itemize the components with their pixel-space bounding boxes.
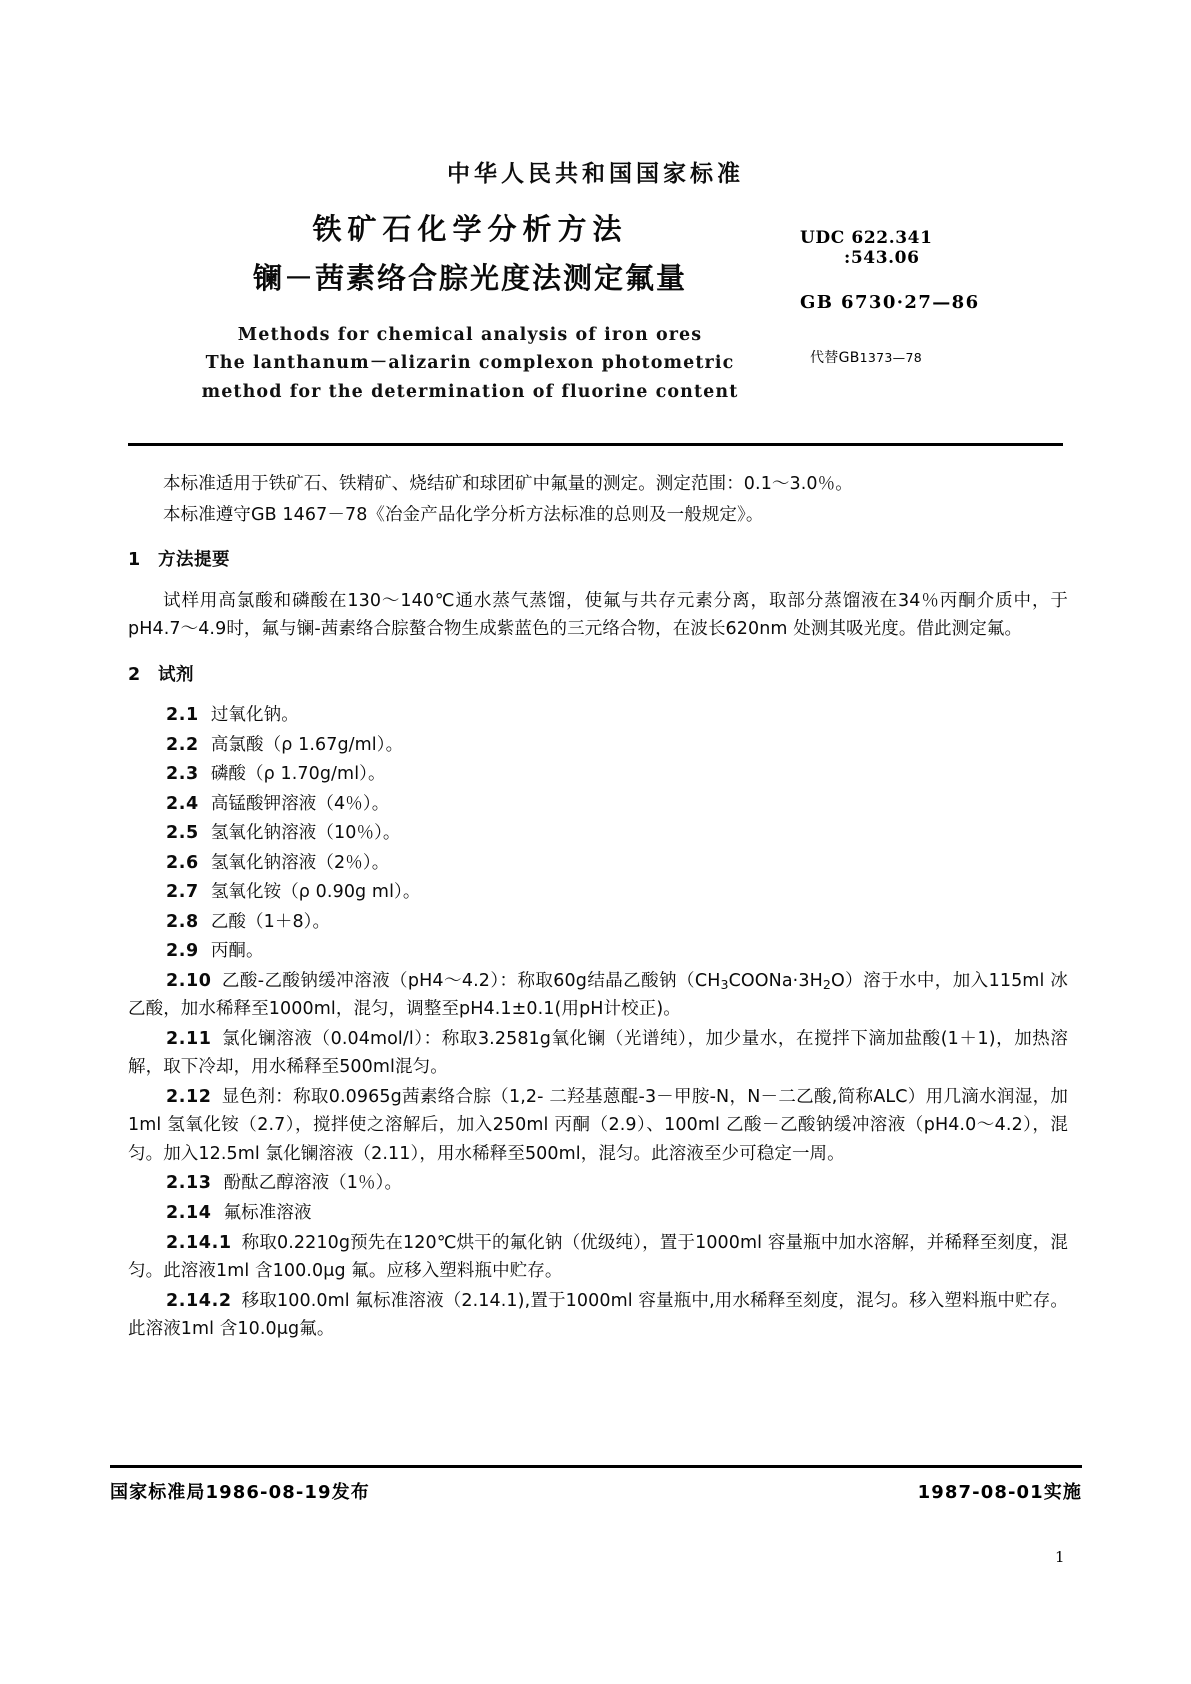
reagent-item [128,701,1068,730]
section-2-title: 试剂 [158,664,194,685]
title-english-line2: The lanthanum－alizarin complexon photometric [205,353,735,374]
reagent-item-number: 2.9 [166,941,199,962]
reagent-item-text: 高锰酸钾溶液（4％）。 [210,793,390,814]
udc-code-line2: :543.06 [844,248,920,268]
reagent-item-number: 2.10 [166,970,212,991]
reagent-item-text: 高氯酸（ρ 1.67g/ml）。 [210,734,404,755]
udc-code-line1: UDC 622.341 [800,228,933,248]
reagent-item-text: 丙酮。 [210,941,264,962]
reagent-item [128,790,1068,819]
reagent-item-text: 氢氧化钠溶液（10％）。 [210,823,401,844]
reagent-item [128,849,1068,878]
reagent-item-2-11 [128,1025,1068,1082]
intro-paragraph-1: 本标准适用于铁矿石、铁精矿、烧结矿和球团矿中氟量的测定。测定范围：0.1～3.0％。 [163,474,853,494]
header-divider-rule [128,443,1063,446]
reagent-item-number: 2.8 [166,911,199,932]
reagent-item-number: 2.6 [166,852,199,873]
section-2-heading [128,661,1068,690]
reagent-item-number: 2.14 [166,1203,212,1223]
title-english-line3: method for the determination of fluorine content [201,381,739,402]
reagent-item [128,760,1068,789]
title-english-line1: Methods for chemical analysis of iron ores [237,325,703,345]
reagent-item-text-c: O）溶于水中，加入115ml 冰乙酸，加水稀释至1000ml，混匀，调整至pH4.1±0.1(用pH计校正)。 [128,970,1068,1020]
reagent-item-text: 氟标准溶液 [223,1203,312,1223]
page-number: 1 [1055,1548,1065,1566]
reagent-item-number: 2.5 [166,823,199,844]
reagent-item-text: 氢氧化铵（ρ 0.90g ml）。 [210,882,421,903]
reagent-item [128,819,1068,848]
section-1-title: 方法提要 [158,550,230,571]
reagent-item-2-14-1 [128,1229,1068,1286]
intro-paragraph-2: 本标准遵守GB 1467－78《冶金产品化学分析方法标准的总则及一般规定》。 [163,504,764,525]
implementation-date: 1987-08-01实施 [917,1482,1082,1503]
gb-standard-code: GB 6730·27—86 [800,292,980,313]
title-chinese-line1: 铁矿石化学分析方法 [312,212,628,246]
section-1-heading [128,546,1068,575]
formula-subscript-3: 3 [720,976,729,992]
section-1-number: 1 [128,550,141,571]
reagent-item-number: 2.4 [166,793,199,814]
title-chinese-line2: 镧－茜素络合腙光度法测定氟量 [252,261,687,295]
reagent-item-number: 2.2 [166,734,199,755]
reagent-item-2-10 [128,967,1068,1024]
document-body [128,470,1068,1345]
section-1-body: 试样用高氯酸和磷酸在130～140℃通水蒸气蒸馏，使氟与共存元素分离，取部分蒸馏液在34％丙酮介质中，于pH4.7～4.9时，氟与镧-茜素络合腙螯合物生成紫蓝色的三元络合物，在波长620nm 处测其吸光度。借此测定氟。 [128,590,1068,640]
section-2-number: 2 [128,664,141,685]
masthead [0,155,1191,188]
reagent-item-number: 2.14.2 [166,1290,232,1311]
reagent-item-text: 移取100.0ml 氟标准溶液（2.14.1),置于1000ml 容量瓶中,用水稀释至刻度，混匀。移入塑料瓶中贮存。此溶液1ml 含10.0μg氟。 [128,1290,1068,1340]
replaces-code: 1373—78 [859,350,922,365]
reagent-item-2-14-2 [128,1287,1068,1344]
reagent-item-number: 2.12 [166,1086,212,1107]
formula-subscript-2: 2 [822,976,831,992]
publish-date: 国家标准局1986-08-19发布 [110,1482,370,1503]
reagent-item-number: 2.7 [166,882,199,903]
reagent-item-number: 2.13 [166,1173,212,1194]
reagent-item [128,731,1068,760]
title-block [150,212,790,406]
replaces-note [800,347,1060,367]
reagent-item-text-b: COONa·3H [728,970,823,991]
standard-code-block [800,228,1060,367]
reagent-item-text: 过氧化钠。 [210,705,299,726]
reagent-item [128,908,1068,937]
reagent-item-text: 乙酸（1＋8）。 [210,911,331,932]
reagent-item-text-a: 乙酸-乙酸钠缓冲溶液（pH4～4.2）：称取60g结晶乙酸钠（CH [221,970,721,991]
reagent-item [128,937,1068,966]
reagent-item-text: 显色剂：称取0.0965g茜素络合腙（1,2- 二羟基蒽醌-3－甲胺-N，N－二乙酸,简称ALC）用几滴水润湿，加1ml 氢氧化铵（2.7），搅拌使之溶解后，加入250ml 丙酮（2.9）、100ml 乙酸－乙酸钠缓冲溶液（pH4.0～4.2），混匀。加入12.5ml 氯化镧溶液（2.11），用水稀释至500ml，混匀。此溶液至少可稳定一周。 [128,1086,1068,1164]
reagent-item-text: 磷酸（ρ 1.70g/ml）。 [210,764,386,785]
replaces-prefix: 代替GB [810,350,860,366]
nation-standard-line: 中华人民共和国国家标准 [447,161,744,187]
reagent-item-text: 酚酞乙醇溶液（1％）。 [223,1173,403,1194]
reagent-item [128,878,1068,907]
footer-divider-rule [110,1465,1082,1468]
reagent-item-2-13 [128,1169,1068,1198]
reagent-item-2-12 [128,1083,1068,1169]
document-footer [110,1478,1082,1504]
reagent-item-number: 2.14.1 [166,1232,232,1253]
reagent-item-text: 称取0.2210g预先在120℃烘干的氟化钠（优级纯），置于1000ml 容量瓶中加水溶解，并稀释至刻度，混匀。此溶液1ml 含100.0μg 氟。应移入塑料瓶中贮存。 [128,1232,1068,1282]
reagent-item-number: 2.3 [166,764,199,785]
reagent-item-text: 氯化镧溶液（0.04mol/l）：称取3.2581g氧化镧（光谱纯），加少量水，在搅拌下滴加盐酸(1＋1)，加热溶解，取下冷却，用水稀释至500ml混匀。 [128,1028,1068,1078]
title-english [150,321,790,406]
reagent-item-number: 2.1 [166,705,199,726]
reagent-item-number: 2.11 [166,1028,212,1049]
reagent-item-text: 氢氧化钠溶液（2％）。 [210,852,390,873]
reagent-item-2-14 [128,1199,1068,1228]
